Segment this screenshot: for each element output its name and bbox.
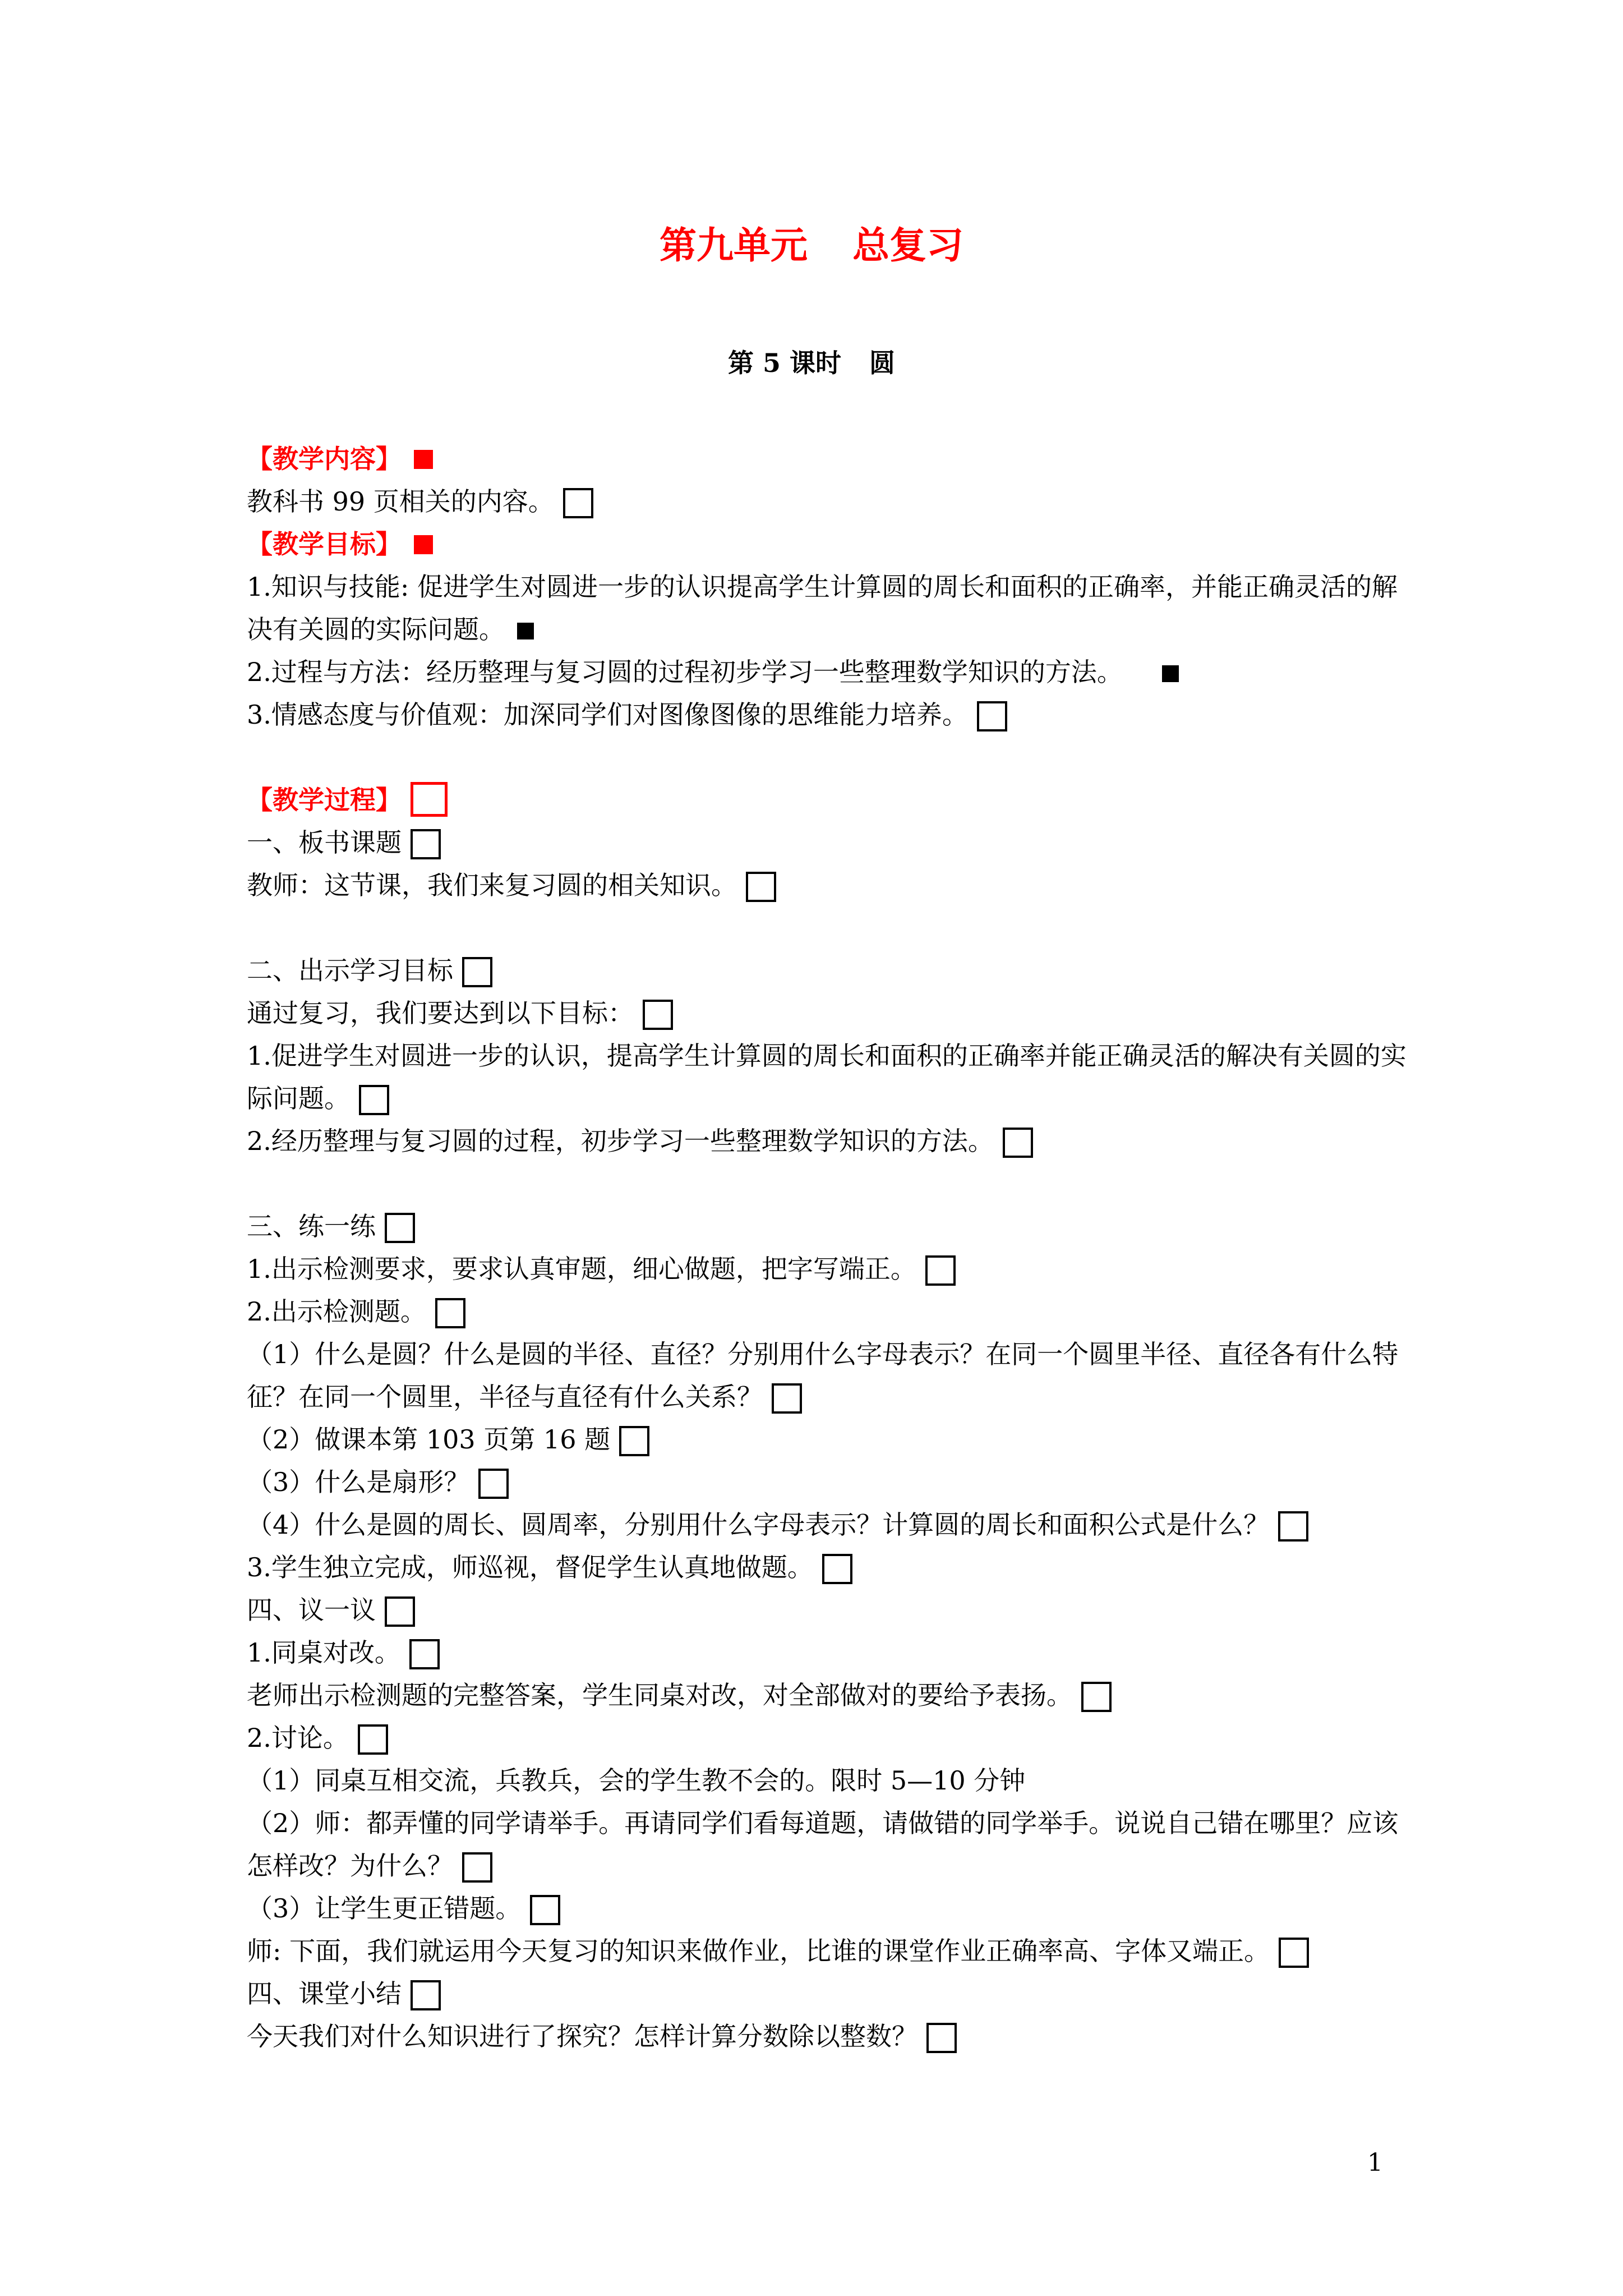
- checkbox-icon: [977, 701, 1007, 731]
- checkbox-icon: [462, 957, 492, 987]
- paragraph: 今天我们对什么知识进行了探究？怎样计算分数除以整数？: [247, 2015, 1413, 2058]
- checkbox-icon: [643, 1000, 673, 1030]
- checkbox-icon: [385, 1213, 415, 1243]
- paragraph: （1）什么是圆？什么是圆的半径、直径？分别用什么字母表示？在同一个圆里半径、直径各有什么特征？在同一个圆里，半径与直径有什么关系？: [247, 1333, 1413, 1418]
- section-heading-process: 【教学过程】: [247, 779, 1413, 821]
- paragraph: （4）什么是圆的周长、圆周率，分别用什么字母表示？计算圆的周长和面积公式是什么？: [247, 1503, 1413, 1546]
- paragraph: 1.知识与技能: 促进学生对圆进一步的认识提高学生计算圆的周长和面积的正确率，并能正确灵活的解决有关圆的实际问题。: [247, 572, 1398, 645]
- paragraph: 2.过程与方法：经历整理与复习圆的过程初步学习一些整理数学知识的方法。: [247, 651, 1413, 693]
- paragraph: 1.出示检测要求，要求认真审题，细心做题，把字写端正。: [247, 1248, 1413, 1290]
- checkbox-icon: [411, 829, 441, 859]
- checkbox-icon: [1278, 1511, 1308, 1542]
- paragraph: 通过复习，我们要达到以下目标：: [247, 992, 1413, 1034]
- checkbox-icon: [462, 1852, 492, 1883]
- subheading: 四、议一议: [247, 1589, 1413, 1631]
- paragraph: 2.讨论。: [247, 1717, 1413, 1759]
- checkbox-icon: [478, 1469, 509, 1499]
- checkbox-icon: [1279, 1938, 1309, 1968]
- paragraph: 1.促进学生对圆进一步的认识，提高学生计算圆的周长和面积的正确率并能正确灵活的解决有关圆的实际问题。: [247, 1034, 1413, 1120]
- red-square-icon: [414, 450, 433, 469]
- black-square-icon: [1162, 665, 1179, 682]
- checkbox-icon: [772, 1383, 802, 1414]
- paragraph: 教师：这节课，我们来复习圆的相关知识。: [247, 864, 1413, 907]
- checkbox-icon: [385, 1596, 415, 1627]
- checkbox-icon: [1003, 1128, 1033, 1158]
- lesson-title: 第 5 课时 圆: [727, 348, 896, 378]
- page-number: 1: [1367, 2148, 1383, 2177]
- paragraph: （1）同桌互相交流，兵教兵，会的学生教不会的。限时 5—10 分钟: [247, 1765, 1026, 1796]
- paragraph: 师: 下面，我们就运用今天复习的知识来做作业，比谁的课堂作业正确率高、字体又端正。: [247, 1930, 1413, 1972]
- paragraph: （3）让学生更正错题。: [247, 1887, 1413, 1930]
- red-square-icon: [414, 535, 433, 554]
- document-body: [247, 438, 1413, 2058]
- checkbox-icon: [435, 1298, 465, 1328]
- paragraph: （3）什么是扇形？: [247, 1461, 1413, 1503]
- subheading: 四、课堂小结: [247, 1972, 1413, 2015]
- checkbox-icon: [926, 2023, 957, 2053]
- paragraph: 教科书 99 页相关的内容。: [247, 480, 1413, 523]
- checkbox-icon: [619, 1426, 649, 1456]
- checkbox-icon: [411, 1980, 441, 2010]
- paragraph: 2.经历整理与复习圆的过程，初步学习一些整理数学知识的方法。: [247, 1120, 1413, 1162]
- checkbox-icon: [925, 1255, 956, 1286]
- paragraph: （2）师：都弄懂的同学请举手。再请同学们看每道题，请做错的同学举手。说说自己错在哪里？应该怎样改？为什么？: [247, 1802, 1413, 1887]
- checkbox-icon: [1081, 1682, 1112, 1712]
- red-checkbox-icon: [411, 782, 448, 817]
- section-heading-goals: 【教学目标】: [247, 523, 1413, 565]
- black-square-icon: [517, 623, 534, 639]
- checkbox-icon: [746, 872, 776, 902]
- checkbox-icon: [409, 1639, 440, 1669]
- paragraph: 3.情感态度与价值观：加深同学们对图像图像的思维能力培养。: [247, 693, 1413, 736]
- unit-title: 第九单元 总复习: [660, 223, 963, 267]
- checkbox-icon: [563, 488, 593, 518]
- section-heading-content: 【教学内容】: [247, 438, 1413, 480]
- checkbox-icon: [359, 1085, 389, 1115]
- subheading: 二、出示学习目标: [247, 949, 1413, 992]
- paragraph: 2.出示检测题。: [247, 1290, 1413, 1333]
- subheading: 三、练一练: [247, 1205, 1413, 1248]
- paragraph: 1.同桌对改。: [247, 1631, 1413, 1674]
- checkbox-icon: [358, 1724, 388, 1755]
- checkbox-icon: [530, 1895, 560, 1925]
- paragraph: 老师出示检测题的完整答案，学生同桌对改，对全部做对的要给予表扬。: [247, 1674, 1413, 1717]
- paragraph: （2）做课本第 103 页第 16 题: [247, 1418, 1413, 1461]
- paragraph: 3.学生独立完成，师巡视，督促学生认真地做题。: [247, 1546, 1413, 1589]
- checkbox-icon: [822, 1554, 852, 1584]
- subheading: 一、板书课题: [247, 821, 1413, 864]
